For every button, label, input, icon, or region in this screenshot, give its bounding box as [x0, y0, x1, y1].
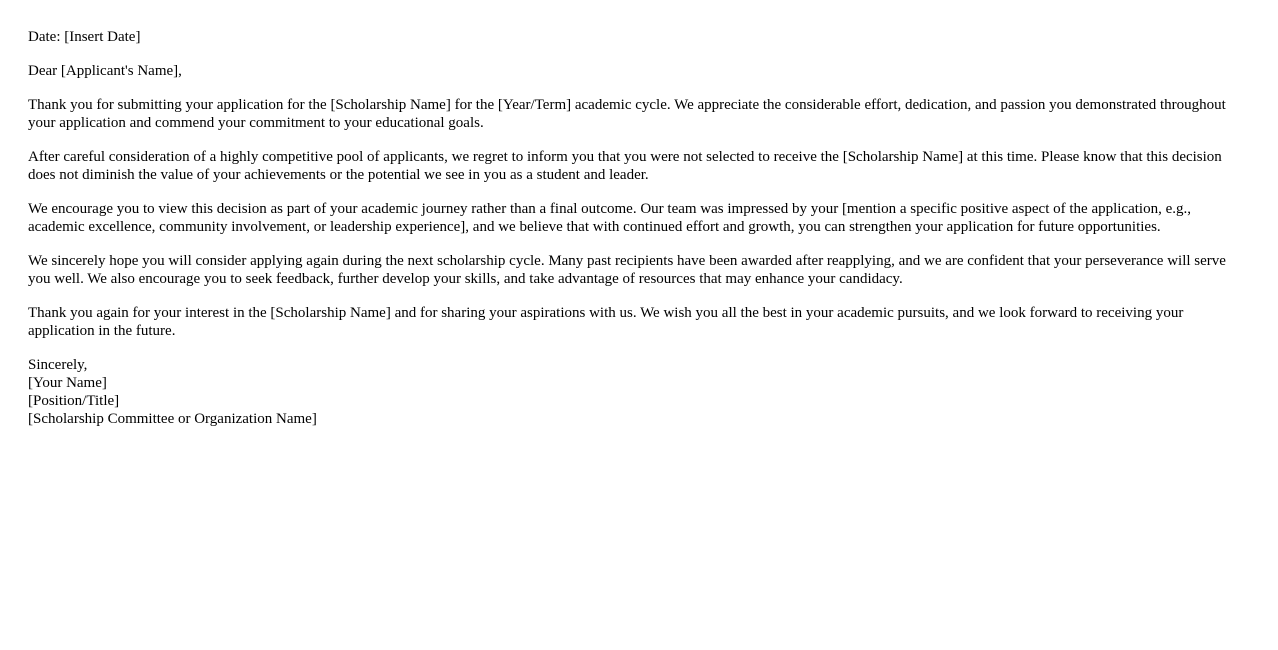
- letter-paragraph-2: After careful consideration of a highly competitive pool of applicants, we regret to inform you that you were not selected to receive the [Scholarship Name] at this time. Please know that this decision does not diminish the value of your achievements or the potential we see in you as a student and leader.: [28, 149, 1222, 183]
- letter-paragraph-1: Thank you for submitting your application for the [Scholarship Name] for the [Year/Term] academic cycle. We appreciate the considerable effort, dedication, and passion you demonstrated throughout your application and commend your commitment to your educational goals.: [28, 97, 1226, 131]
- letter-date: Date: [Insert Date]: [28, 29, 141, 45]
- letter-paragraph-3: We encourage you to view this decision as part of your academic journey rather than a final outcome. Our team was impressed by your [mention a specific positive aspect of the application, e.g., academic excellence, community involvement, or leadership experience], and we believe that with continued effort and growth, you can strengthen your application for future opportunities.: [28, 201, 1191, 235]
- letter-closing: Sincerely,: [28, 357, 88, 373]
- letter-salutation: Dear [Applicant's Name],: [28, 63, 182, 79]
- signature-block: [28, 356, 1250, 428]
- letter-paragraph-4: We sincerely hope you will consider applying again during the next scholarship cycle. Many past recipients have been awarded after reapplying, and we are confident that your perseverance will serve you well. We also encourage you to seek feedback, further develop your skills, and take advantage of resources that may enhance your candidacy.: [28, 253, 1226, 287]
- letter-paragraph-5: Thank you again for your interest in the [Scholarship Name] and for sharing your aspirations with us. We wish you all the best in your academic pursuits, and we look forward to receiving your application in the future.: [28, 305, 1184, 339]
- signer-organization: [Scholarship Committee or Organization Name]: [28, 411, 317, 427]
- signer-title: [Position/Title]: [28, 393, 120, 409]
- letter-body: [28, 28, 1250, 428]
- signer-name: [Your Name]: [28, 375, 107, 391]
